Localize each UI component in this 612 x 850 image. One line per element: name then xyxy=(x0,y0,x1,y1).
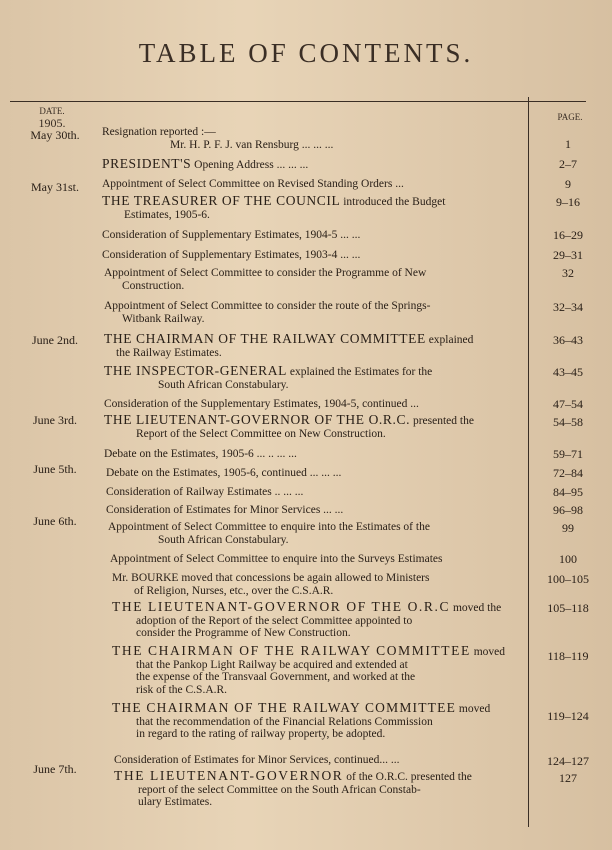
toc-entry: Appointment of Select Committee to enquire into the Surveys Estimates xyxy=(110,553,443,565)
page-number: 84–95 xyxy=(553,485,583,499)
toc-entry: Consideration of Railway Estimates .. ... ... xyxy=(106,486,304,498)
page-number: 99 xyxy=(562,521,574,535)
toc-entry: Consideration of Estimates for Minor Services, continued... ... xyxy=(114,754,400,766)
page-number: 54–58 xyxy=(553,415,583,429)
page-column-rule xyxy=(528,97,529,827)
page-number: 127 xyxy=(559,771,577,785)
toc-entry: Mr. BOURKE moved that concessions be again allowed to Ministers of Religion, Nurses, etc., over the C.S.A.R. xyxy=(112,572,430,597)
toc-entry: Resignation reported :— Mr. H. P. F. J. van Rensburg ... ... ... xyxy=(102,126,334,151)
date-column-header: DATE. xyxy=(39,106,65,116)
toc-entry: Debate on the Estimates, 1905-6, continued ... ... ... xyxy=(106,467,342,479)
date-label: June 5th. xyxy=(33,462,77,476)
page-number: 105–118 xyxy=(547,601,589,615)
page-number: 16–29 xyxy=(553,228,583,242)
toc-entry: THE TREASURER OF THE COUNCIL introduced the Budget Estimates, 1905-6. xyxy=(102,193,446,221)
page-number: 9–16 xyxy=(556,195,580,209)
toc-entry: THE CHAIRMAN OF THE RAILWAY COMMITTEE moved that the recommendation of the Financial Relations Commission in regard to the rating of railway property, be adopted. xyxy=(112,700,491,740)
page-number: 100 xyxy=(559,552,577,566)
header-rule xyxy=(10,101,586,102)
page-number: 9 xyxy=(565,177,571,191)
toc-entry: THE INSPECTOR-GENERAL explained the Estimates for the South African Constabulary. xyxy=(104,363,433,391)
toc-entry: Consideration of the Supplementary Estimates, 1904-5, continued ... xyxy=(104,398,419,410)
date-label: June 2nd. xyxy=(32,333,78,347)
page-number: 32 xyxy=(562,266,574,280)
toc-entry: Appointment of Select Committee to consider the route of the Springs- Witbank Railway. xyxy=(104,300,431,325)
page-number: 72–84 xyxy=(553,466,583,480)
toc-entry: Appointment of Select Committee to consider the Programme of New Construction. xyxy=(104,267,427,292)
page-number: 29–31 xyxy=(553,248,583,262)
page-number: 96–98 xyxy=(553,503,583,517)
toc-entry: Consideration of Supplementary Estimates, 1903-4 ... ... xyxy=(102,249,361,261)
date-label: June 3rd. xyxy=(33,413,77,427)
page-number: 100–105 xyxy=(547,572,589,586)
page-number: 47–54 xyxy=(553,397,583,411)
page-number: 36–43 xyxy=(553,333,583,347)
page-number: 119–124 xyxy=(547,709,589,723)
date-label: May 31st. xyxy=(31,180,79,194)
toc-entry: Appointment of Select Committee on Revised Standing Orders ... xyxy=(102,178,404,190)
page-number: 118–119 xyxy=(547,649,589,663)
page-number: 124–127 xyxy=(547,754,589,768)
page-column-header: PAGE. xyxy=(557,112,583,122)
toc-entry: THE CHAIRMAN OF THE RAILWAY COMMITTEE explained the Railway Estimates. xyxy=(104,331,474,359)
date-label: June 6th. xyxy=(33,514,77,528)
page-number: 59–71 xyxy=(553,447,583,461)
toc-entry: Consideration of Estimates for Minor Services ... ... xyxy=(106,504,344,516)
page-title: TABLE OF CONTENTS. xyxy=(138,38,474,68)
toc-entry: PRESIDENT'S Opening Address ... ... ... xyxy=(102,156,309,171)
toc-entry: THE CHAIRMAN OF THE RAILWAY COMMITTEE moved that the Pankop Light Railway be acquired and extended at the expense of the Transvaal Government, and worked at the risk of the C.S.A.R. xyxy=(112,643,506,696)
page-number: 32–34 xyxy=(553,300,583,314)
page-number: 2–7 xyxy=(559,157,577,171)
date-label: May 30th. xyxy=(30,128,80,142)
toc-entry: THE LIEUTENANT-GOVERNOR of the O.R.C. presented the report of the select Committee on the South African Constab- ulary Estimates. xyxy=(114,768,472,808)
toc-entry: Debate on the Estimates, 1905-6 ... .. ... ... xyxy=(104,448,297,460)
year-header: 1905. xyxy=(38,116,66,130)
toc-entry: THE LIEUTENANT-GOVERNOR OF THE O.R.C moved the adoption of the Report of the select Committee appointed to consider the Programme of New Construction. xyxy=(112,599,502,639)
page-number: 43–45 xyxy=(553,365,583,379)
toc-entry: Consideration of Supplementary Estimates, 1904-5 ... ... xyxy=(102,229,361,241)
page-number: 1 xyxy=(565,137,571,151)
toc-entry: Appointment of Select Committee to enquire into the Estimates of the South African Constabulary. xyxy=(108,521,430,546)
toc-entry: THE LIEUTENANT-GOVERNOR OF THE O.R.C. presented the Report of the Select Committee on New Construction. xyxy=(104,412,474,440)
date-label: June 7th. xyxy=(33,762,77,776)
